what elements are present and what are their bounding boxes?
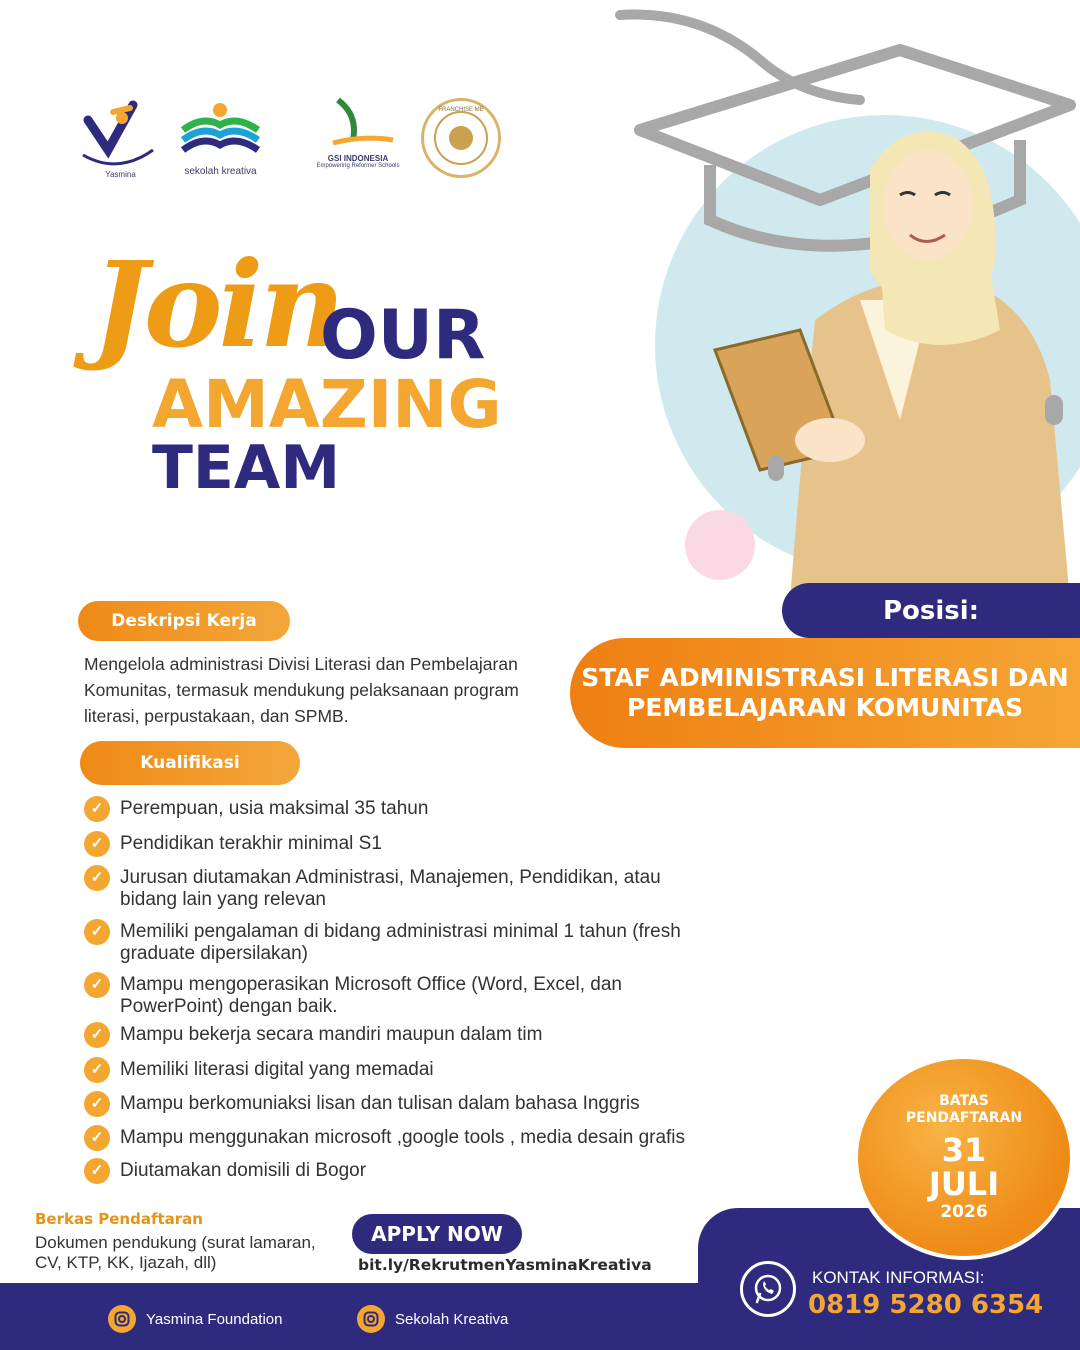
check-icon: ✓ <box>84 1125 110 1151</box>
position-title-line1: STAF ADMINISTRASI LITERASI DAN <box>581 663 1069 692</box>
qualification-text: Mampu bekerja secara mandiri maupun dalam tim <box>120 1024 543 1045</box>
list-item <box>84 1059 434 1083</box>
instagram-yasmina-label: Yasmina Foundation <box>146 1310 283 1328</box>
description-pill: Deskripsi Kerja <box>78 601 290 641</box>
join-script-title: Join <box>92 235 342 374</box>
apply-link[interactable]: bit.ly/RekrutmenYasminaKreativa <box>358 1256 652 1274</box>
qualification-text: Memiliki literasi digital yang memadai <box>120 1059 434 1080</box>
documents-text: Dokumen pendukung (surat lamaran, CV, KTP, KK, Ijazah, dll) <box>35 1233 316 1272</box>
gsi-subcaption: Empowering Reformer Schools <box>316 163 400 169</box>
qualification-text: Memiliki pengalaman di bidang administrasi minimal 1 tahun (fresh graduate dipersilakan) <box>120 921 681 964</box>
instagram-sekolah-kreativa[interactable] <box>357 1305 508 1333</box>
deadline-day: 31 <box>941 1130 987 1169</box>
hero-illustration <box>600 0 1080 600</box>
contact-phone[interactable]: 0819 5280 6354 <box>808 1290 1044 1320</box>
apply-now-button[interactable]: APPLY NOW <box>352 1214 522 1254</box>
check-icon: ✓ <box>84 1091 110 1117</box>
list-item <box>84 1093 640 1117</box>
check-icon: ✓ <box>84 1022 110 1048</box>
deadline-month: JULI <box>928 1164 1000 1203</box>
deadline-label-1: BATAS <box>939 1092 989 1109</box>
instagram-icon <box>357 1305 385 1333</box>
description-text: Mengelola administrasi Divisi Literasi dan Pembelajaran Komunitas, termasuk mendukung pelaksanaan program literasi, perpustakaan, dan SPMB. <box>84 654 519 726</box>
qualification-text: Perempuan, usia maksimal 35 tahun <box>120 798 429 819</box>
qualification-text: Mampu mengoperasikan Microsoft Office (Word, Excel, dan PowerPoint) dengan baik. <box>120 974 622 1017</box>
list-item <box>84 921 684 965</box>
deadline-badge <box>854 1055 1074 1260</box>
sekolah-kreativa-caption: sekolah kreativa <box>184 166 257 177</box>
badge-caption: FRANCHISE ME <box>438 107 484 113</box>
yasmina-caption: Yasmina <box>105 170 136 179</box>
list-item <box>84 1024 542 1048</box>
check-icon: ✓ <box>84 1057 110 1083</box>
instagram-yasmina[interactable] <box>108 1305 282 1333</box>
check-icon: ✓ <box>84 831 110 857</box>
check-icon: ✓ <box>84 919 110 945</box>
yasmina-logo <box>78 100 163 180</box>
check-icon: ✓ <box>84 796 110 822</box>
position-title-line2: PEMBELAJARAN KOMUNITAS <box>627 693 1023 722</box>
position-title-box <box>570 638 1080 748</box>
instagram-icon <box>108 1305 136 1333</box>
qualification-text: Mampu menggunakan microsoft ,google tools , media desain grafis <box>120 1127 686 1148</box>
check-icon: ✓ <box>84 1158 110 1184</box>
badge-gear-icon <box>449 126 473 150</box>
amazing-title: AMAZING <box>152 366 502 443</box>
sekolah-kreativa-logo <box>173 100 268 180</box>
list-item <box>84 833 382 857</box>
gsi-logo <box>313 95 403 180</box>
qualification-pill: Kualifikasi <box>80 741 300 785</box>
documents-title: Berkas Pendaftaran <box>35 1210 203 1228</box>
list-item <box>84 1160 366 1184</box>
position-label-bar: Posisi: <box>782 583 1080 638</box>
franchise-badge-logo <box>421 98 501 178</box>
list-item <box>84 974 664 1018</box>
check-icon: ✓ <box>84 972 110 998</box>
gsi-caption: GSI INDONESIA <box>327 154 389 163</box>
whatsapp-icon[interactable] <box>740 1261 796 1317</box>
team-title: TEAM <box>152 433 341 503</box>
qualification-text: Diutamakan domisili di Bogor <box>120 1160 367 1181</box>
list-item <box>84 1127 685 1151</box>
list-item <box>84 798 428 822</box>
check-icon: ✓ <box>84 865 110 891</box>
list-item <box>84 867 684 911</box>
qualification-text: Pendidikan terakhir minimal S1 <box>120 833 382 854</box>
deadline-year: 2026 <box>940 1201 988 1222</box>
qualification-text: Jurusan diutamakan Administrasi, Manajemen, Pendidikan, atau bidang lain yang relevan <box>120 867 661 910</box>
contact-label: KONTAK INFORMASI: <box>812 1268 985 1287</box>
instagram-sekolah-label: Sekolah Kreativa <box>395 1310 509 1328</box>
qualification-text: Mampu berkomuniaksi lisan dan tulisan dalam bahasa Inggris <box>120 1093 640 1114</box>
deadline-label-2: PENDAFTARAN <box>905 1109 1023 1126</box>
logo-row <box>78 95 508 185</box>
our-title: OUR <box>320 296 486 375</box>
